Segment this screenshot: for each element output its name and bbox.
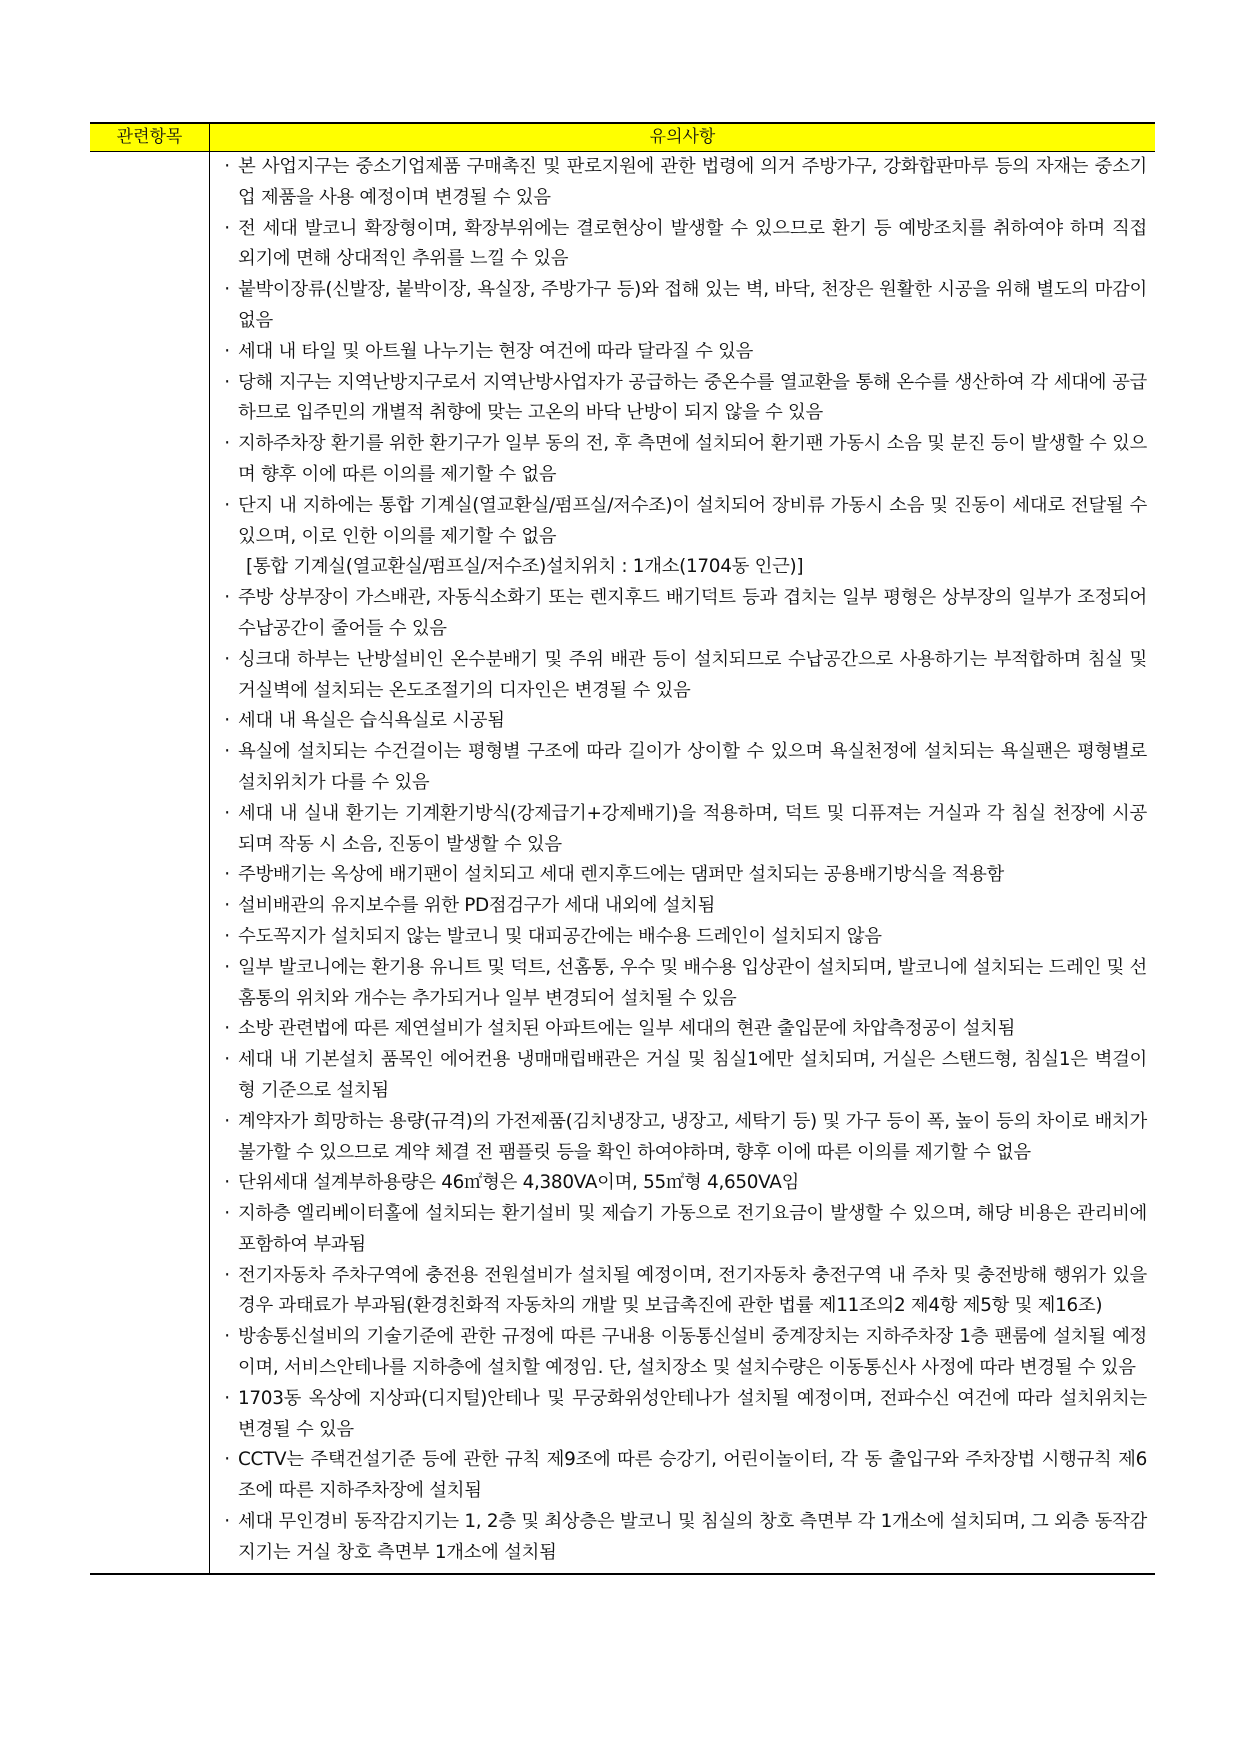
note-item [216, 953, 1147, 1015]
bullet-icon: · [224, 741, 230, 763]
note-item [216, 645, 1147, 707]
note-text: 주방 상부장이 가스배관, 자동식소화기 또는 렌지후드 배기덕트 등과 겹치는 일부 평형은 상부장의 일부가 조정되어 수납공간이 줄어들 수 있음 [238, 587, 1147, 639]
note-item [216, 1322, 1147, 1384]
note-item [216, 1168, 1147, 1199]
note-item [216, 583, 1147, 645]
note-text: 붙박이장류(신발장, 붙박이장, 욕실장, 주방가구 등)와 접해 있는 벽, 바닥, 천장은 원활한 시공을 위해 별도의 마감이 없음 [238, 279, 1147, 331]
note-text: 소방 관련법에 따른 제연설비가 설치된 아파트에는 일부 세대의 현관 출입문에 차압측정공이 설치됨 [238, 1018, 1016, 1040]
related-item-cell [90, 152, 210, 1573]
note-item [216, 706, 1147, 737]
bullet-icon: · [224, 1449, 230, 1471]
note-item [216, 152, 1147, 214]
note-text: 세대 내 기본설치 품목인 에어컨용 냉매매립배관은 거실 및 침실1에만 설치되며, 거실은 스탠드형, 침실1은 벽걸이형 기준으로 설치됨 [238, 1049, 1147, 1101]
note-text: 지하층 엘리베이터홀에 설치되는 환기설비 및 제습기 가동으로 전기요금이 발생할 수 있으며, 해당 비용은 관리비에 포함하여 부과됨 [238, 1203, 1147, 1255]
note-text: 1703동 옥상에 지상파(디지털)안테나 및 무궁화위성안테나가 설치될 예정이며, 전파수신 여건에 따라 설치위치는 변경될 수 있음 [238, 1387, 1147, 1440]
note-item [216, 491, 1147, 553]
bullet-icon: · [224, 433, 230, 455]
note-item [216, 1014, 1147, 1045]
note-item [216, 1199, 1147, 1261]
note-item [216, 1261, 1147, 1323]
note-item [216, 1107, 1147, 1169]
note-item [216, 1507, 1147, 1569]
bullet-icon: · [224, 156, 230, 177]
note-text: [통합 기계실(열교환실/펌프실/저수조)설치위치 : 1개소(1704동 인근)] [246, 556, 804, 578]
bullet-icon: · [224, 802, 230, 824]
note-text: CCTV는 주택건설기준 등에 관한 규칙 제9조에 따른 승강기, 어린이놀이터, 각 동 출입구와 주차장법 시행규칙 제6조에 따른 지하주차장에 설치됨 [238, 1449, 1147, 1502]
bullet-icon: · [224, 864, 230, 886]
note-text: 전 세대 발코니 확장형이며, 확장부위에는 결로현상이 발생할 수 있으므로 환기 등 예방조치를 취하여야 하며 직접 외기에 면해 상대적인 추위를 느낄 수 있음 [238, 217, 1147, 270]
note-text: 단지 내 지하에는 통합 기계실(열교환실/펌프실/저수조)이 설치되어 장비류 가동시 소음 및 진동이 세대로 전달될 수 있으며, 이로 인한 이의를 제기할 수 없음 [238, 494, 1147, 547]
note-item [216, 1445, 1147, 1507]
note-text: 방송통신설비의 기술기준에 관한 규정에 따른 구내용 이동통신설비 중계장치는 지하주차장 1층 팬룸에 설치될 예정이며, 서비스안테나를 지하층에 설치할 예정임. 단, 설치장소 및 설치수량은 이동통신사 사정에 따라 변경될 수 있음 [238, 1326, 1147, 1379]
bullet-icon: · [224, 494, 230, 516]
bullet-icon: · [224, 371, 230, 393]
header-notes: 유의사항 [649, 127, 716, 147]
bullet-icon: · [224, 1326, 230, 1348]
bullet-icon: · [224, 1110, 230, 1132]
note-text: 세대 내 타일 및 아트월 나누기는 현장 여건에 따라 달라질 수 있음 [238, 340, 754, 362]
notes-table [90, 122, 1155, 1575]
bullet-icon: · [224, 1172, 230, 1194]
note-item [216, 860, 1147, 891]
notes-list [210, 152, 1155, 1573]
note-item [216, 429, 1147, 491]
table-body-row [90, 152, 1155, 1573]
table-header-row [90, 124, 1155, 152]
note-text: 단위세대 설계부하용량은 46㎡형은 4,380VA이며, 55㎡형 4,650VA임 [238, 1172, 800, 1194]
note-text: 세대 무인경비 동작감지기는 1, 2층 및 최상층은 발코니 및 침실의 창호 측면부 각 1개소에 설치되며, 그 외층 동작감지기는 거실 창호 측면부 1개소에 설치됨 [238, 1511, 1147, 1563]
header-related-item: 관련항목 [90, 124, 210, 151]
bullet-icon: · [224, 1387, 230, 1409]
note-item [216, 737, 1147, 799]
bullet-icon: · [224, 895, 230, 917]
note-item [216, 214, 1147, 276]
note-text: 본 사업지구는 중소기업제품 구매촉진 및 판로지원에 관한 법령에 의거 주방가구, 강화합판마루 등의 자재는 중소기업 제품을 사용 예정이며 변경될 수 있음 [238, 156, 1147, 208]
bullet-icon: · [224, 279, 230, 301]
note-text: 전기자동차 주차구역에 충전용 전원설비가 설치될 예정이며, 전기자동차 충전구역 내 주차 및 충전방해 행위가 있을 경우 과태료가 부과됨(환경친화적 자동차의 개발 및 보급촉진에 관한 법률 제11조의2 제4항 제5항 및 제16조) [238, 1264, 1147, 1317]
note-text: 세대 내 실내 환기는 기계환기방식(강제급기+강제배기)을 적용하며, 덕트 및 디퓨져는 거실과 각 침실 천장에 시공되며 작동 시 소음, 진동이 발생할 수 있음 [238, 802, 1147, 855]
note-item [216, 891, 1147, 922]
bullet-icon: · [224, 648, 230, 670]
bullet-icon: · [224, 956, 230, 978]
note-text: 싱크대 하부는 난방설비인 온수분배기 및 주위 배관 등이 설치되므로 수납공간으로 사용하기는 부적합하며 침실 및 거실벽에 설치되는 온도조절기의 디자인은 변경될 수 있음 [238, 648, 1147, 701]
note-item [216, 275, 1147, 337]
note-item [216, 1384, 1147, 1446]
note-item [216, 337, 1147, 368]
note-item [216, 922, 1147, 953]
bullet-icon: · [224, 587, 230, 609]
note-text: 세대 내 욕실은 습식욕실로 시공됨 [238, 710, 505, 732]
note-text: 욕실에 설치되는 수건걸이는 평형별 구조에 따라 길이가 상이할 수 있으며 욕실천정에 설치되는 욕실팬은 평형별로 설치위치가 다를 수 있음 [238, 741, 1147, 793]
note-text: 일부 발코니에는 환기용 유니트 및 덕트, 선홈통, 우수 및 배수용 입상관이 설치되며, 발코니에 설치되는 드레인 및 선홈통의 위치와 개수는 추가되거나 일부 변경되어 설치될 수 있음 [238, 956, 1147, 1009]
bullet-icon: · [224, 1264, 230, 1286]
note-text: 지하주차장 환기를 위한 환기구가 일부 동의 전, 후 측면에 설치되어 환기팬 가동시 소음 및 분진 등이 발생할 수 있으며 향후 이에 따른 이의를 제기할 수 없음 [238, 433, 1147, 485]
note-text: 설비배관의 유지보수를 위한 PD점검구가 세대 내외에 설치됨 [238, 895, 716, 917]
bullet-icon: · [224, 1511, 230, 1533]
note-text: 수도꼭지가 설치되지 않는 발코니 및 대피공간에는 배수용 드레인이 설치되지 않음 [238, 925, 882, 947]
bullet-icon: · [224, 340, 230, 362]
note-text: 계약자가 희망하는 용량(규격)의 가전제품(김치냉장고, 냉장고, 세탁기 등) 및 가구 등이 폭, 높이 등의 차이로 배치가 불가할 수 있으므로 계약 체결 전 팸플릿 등을 확인 하여야하며, 향후 이에 따른 이의를 제기할 수 없음 [238, 1110, 1147, 1163]
bullet-icon: · [224, 1203, 230, 1225]
note-item [216, 368, 1147, 430]
note-text: 당해 지구는 지역난방지구로서 지역난방사업자가 공급하는 중온수를 열교환을 통해 온수를 생산하여 각 세대에 공급하므로 입주민의 개별적 취향에 맞는 고온의 바닥 난방이 되지 않을 수 있음 [238, 371, 1147, 424]
bullet-icon: · [224, 925, 230, 947]
note-item [216, 799, 1147, 861]
bullet-icon: · [224, 1018, 230, 1040]
note-text: 주방배기는 옥상에 배기팬이 설치되고 세대 렌지후드에는 댐퍼만 설치되는 공용배기방식을 적용함 [238, 864, 1004, 886]
bullet-icon: · [224, 1049, 230, 1071]
bullet-icon: · [224, 217, 230, 239]
bullet-icon: · [224, 710, 230, 732]
note-item [216, 1045, 1147, 1107]
note-subitem [216, 552, 1147, 583]
